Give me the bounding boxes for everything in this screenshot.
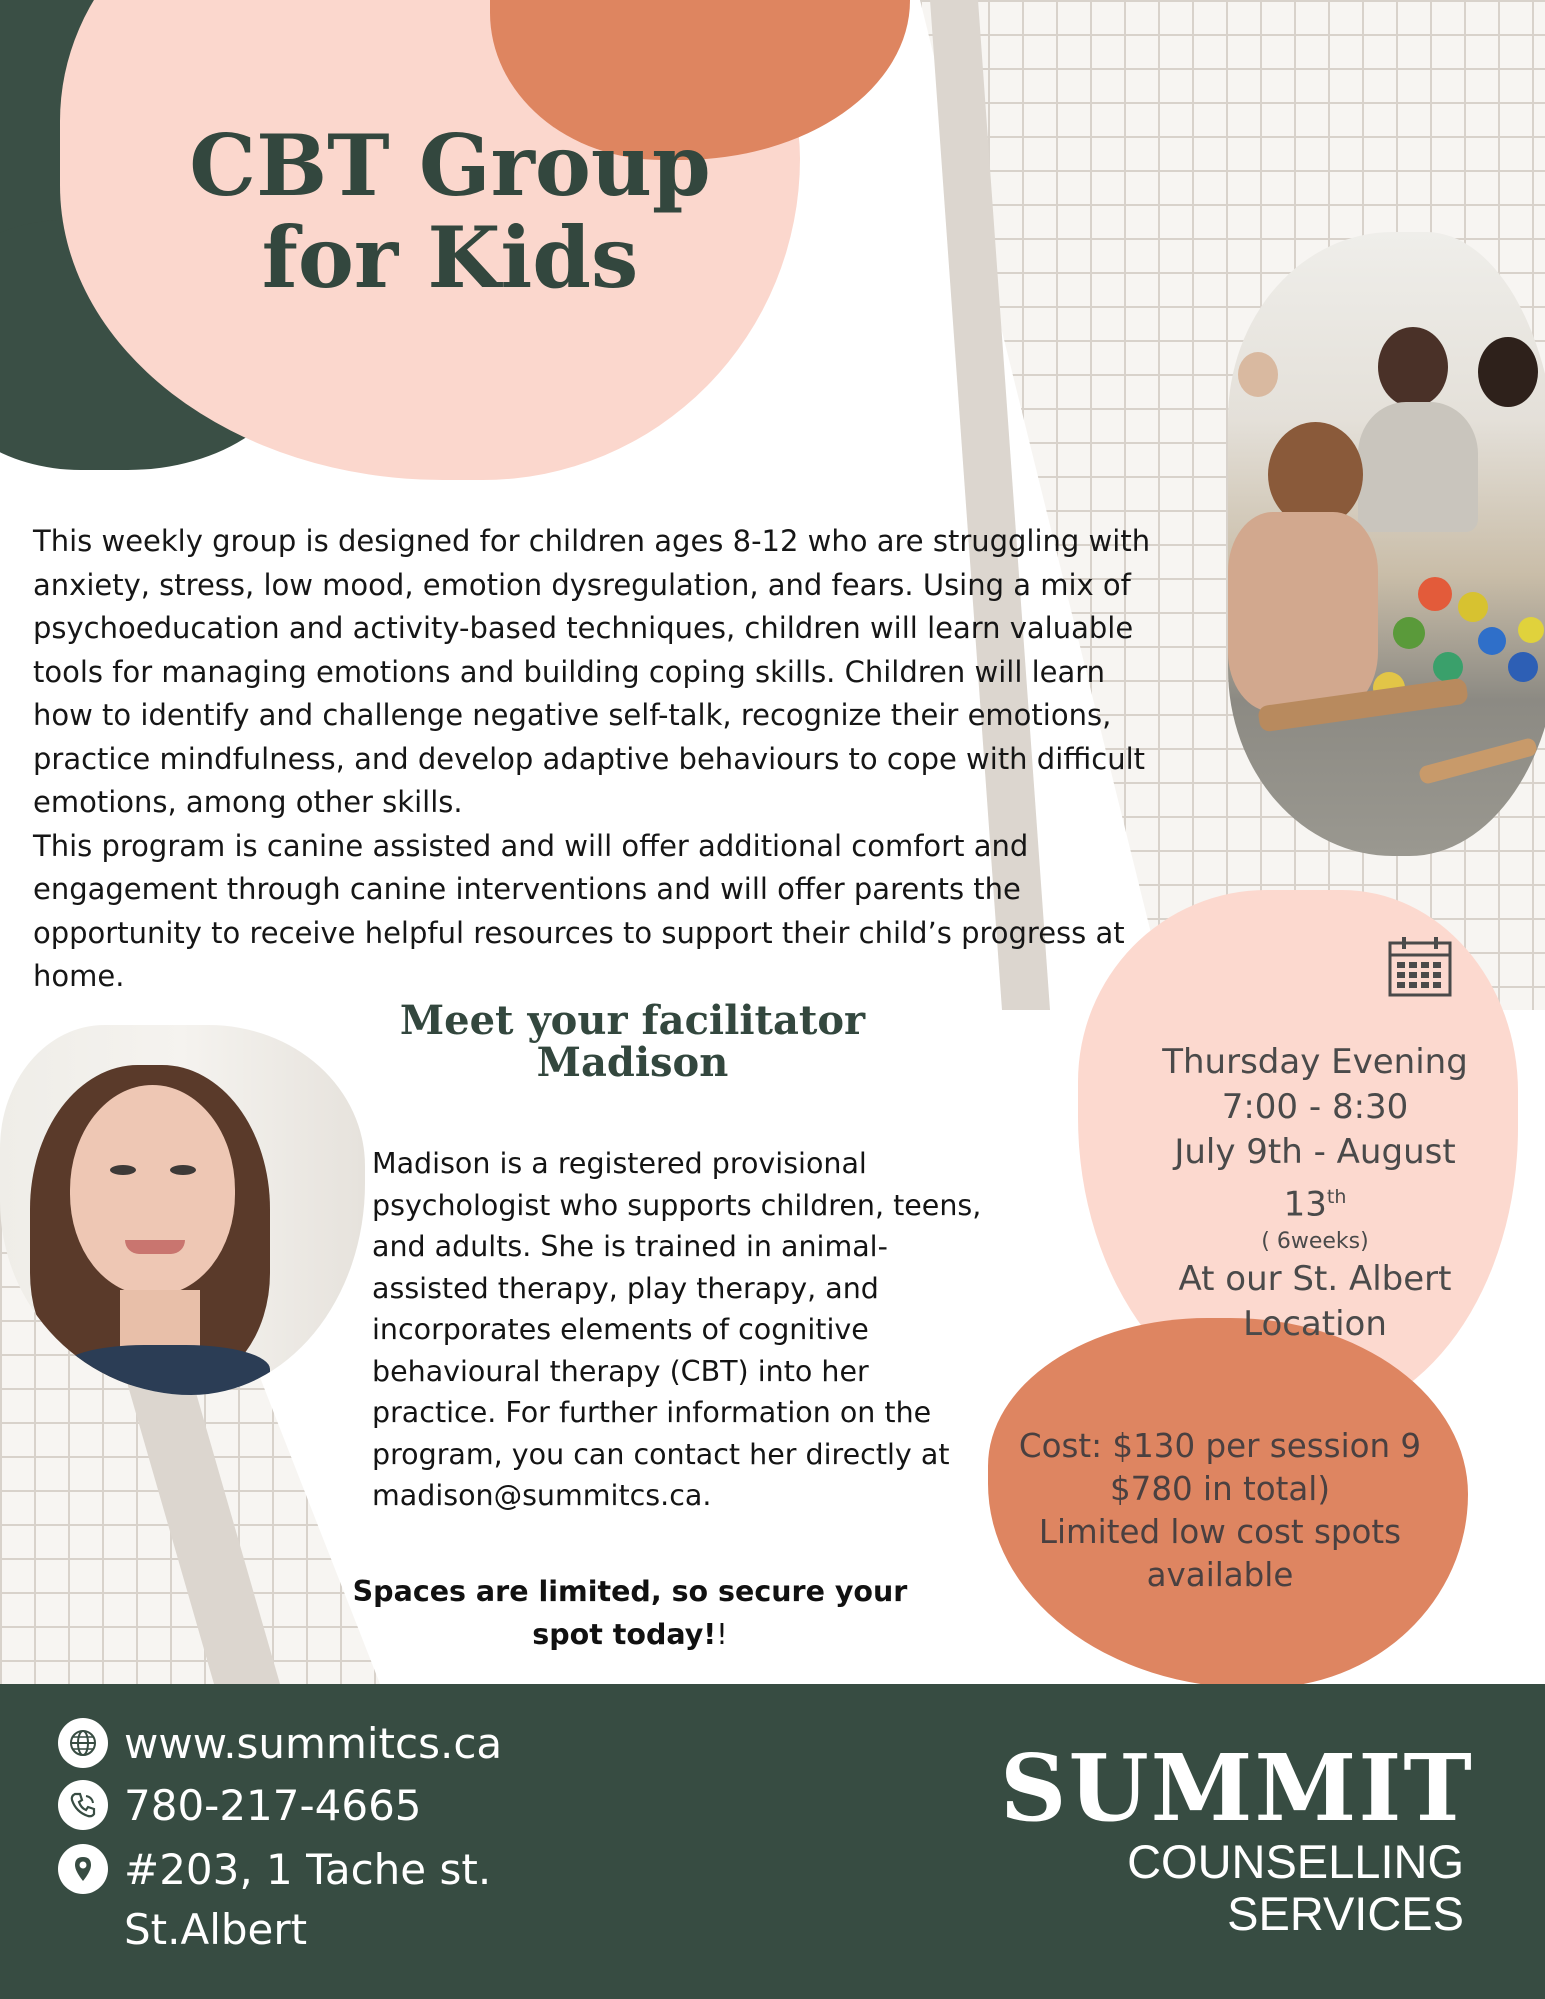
- facilitator-photo: [0, 1025, 365, 1395]
- cta-line-1: Spaces are limited, so secure your: [352, 1575, 908, 1608]
- schedule-location-line-2: Location: [1243, 1304, 1387, 1345]
- cta-tail: !: [716, 1618, 728, 1651]
- title-line-2: for Kids: [261, 208, 639, 307]
- globe-icon: [58, 1718, 108, 1768]
- facilitator-name: Madison: [536, 1039, 729, 1086]
- page-title: [140, 116, 760, 307]
- contact-address: [58, 1844, 491, 1894]
- title-line-1: CBT Group: [189, 116, 711, 215]
- schedule-duration: ( 6weeks): [1261, 1229, 1369, 1255]
- schedule-dates-line-1: July 9th - August: [1174, 1132, 1456, 1172]
- contact-website[interactable]: [58, 1718, 502, 1768]
- brand-name: SUMMIT: [1000, 1734, 1474, 1842]
- address-line-1: #203, 1 Tache st.: [124, 1844, 492, 1894]
- website-link[interactable]: www.summitcs.ca: [124, 1718, 503, 1768]
- cost-line-2: $780 in total): [1110, 1470, 1330, 1508]
- facilitator-bio: Madison is a registered provisional psychologist who supports children, teens, and adults. She is trained in animal-assisted therapy, play therapy, and incorporates elements of cognitive behavioural therapy (CBT) into her practice. For further information on the program, you can contact her directly at madison@summitcs.ca.: [372, 1147, 982, 1512]
- calendar-icon: [1388, 935, 1452, 997]
- intro-paragraph-2: This program is canine assisted and will offer additional comfort and engagement through canine interventions and will offer parents the opportunity to receive helpful resources to support their child’s progress at home.: [33, 828, 1125, 993]
- cost-line-4: available: [1146, 1556, 1294, 1594]
- brand-sub-2: SERVICES: [1227, 1887, 1464, 1940]
- cta-line-2: spot today!: [532, 1618, 717, 1651]
- facilitator-heading-line-1: Meet your facilitator: [399, 997, 866, 1044]
- cost-info: [1010, 1425, 1430, 1597]
- schedule-day: Thursday Evening: [1162, 1042, 1468, 1082]
- intro-text: [33, 520, 1173, 999]
- location-pin-icon: [58, 1844, 108, 1894]
- cost-line-1: Cost: $130 per session 9: [1018, 1427, 1422, 1465]
- call-to-action: [330, 1570, 930, 1656]
- address-line-2: St.Albert: [124, 1905, 308, 1954]
- schedule-info: [1110, 1040, 1520, 1347]
- address-line-2-row: [124, 1905, 307, 1954]
- kids-playing-photo: [1228, 232, 1545, 856]
- schedule-dates-line-2: 13: [1283, 1184, 1327, 1225]
- schedule-dates-sup: th: [1326, 1186, 1347, 1208]
- phone-icon: [58, 1780, 108, 1830]
- intro-paragraph-1: This weekly group is designed for children ages 8-12 who are struggling with anxiety, stress, low mood, emotion dysregulation, and fears. Using a mix of psychoeducation and activity-based techniques, children will learn valuable tools for managing emotions and building coping skills. Children will learn how to identify and challenge negative self-talk, recognize their emotions, practice mindfulness, and develop adaptive behaviours to cope with difficult emotions, among other skills.: [33, 524, 1151, 819]
- brand-logo: [1000, 1734, 1474, 1940]
- facilitator-heading: [360, 997, 905, 1086]
- contact-phone[interactable]: [58, 1780, 422, 1830]
- cost-line-3: Limited low cost spots: [1038, 1513, 1402, 1551]
- brand-sub-1: COUNSELLING: [1127, 1835, 1464, 1888]
- schedule-location-line-1: At our St. Albert: [1178, 1259, 1452, 1300]
- phone-number[interactable]: 780-217-4665: [124, 1780, 422, 1830]
- schedule-time: 7:00 - 8:30: [1221, 1087, 1409, 1127]
